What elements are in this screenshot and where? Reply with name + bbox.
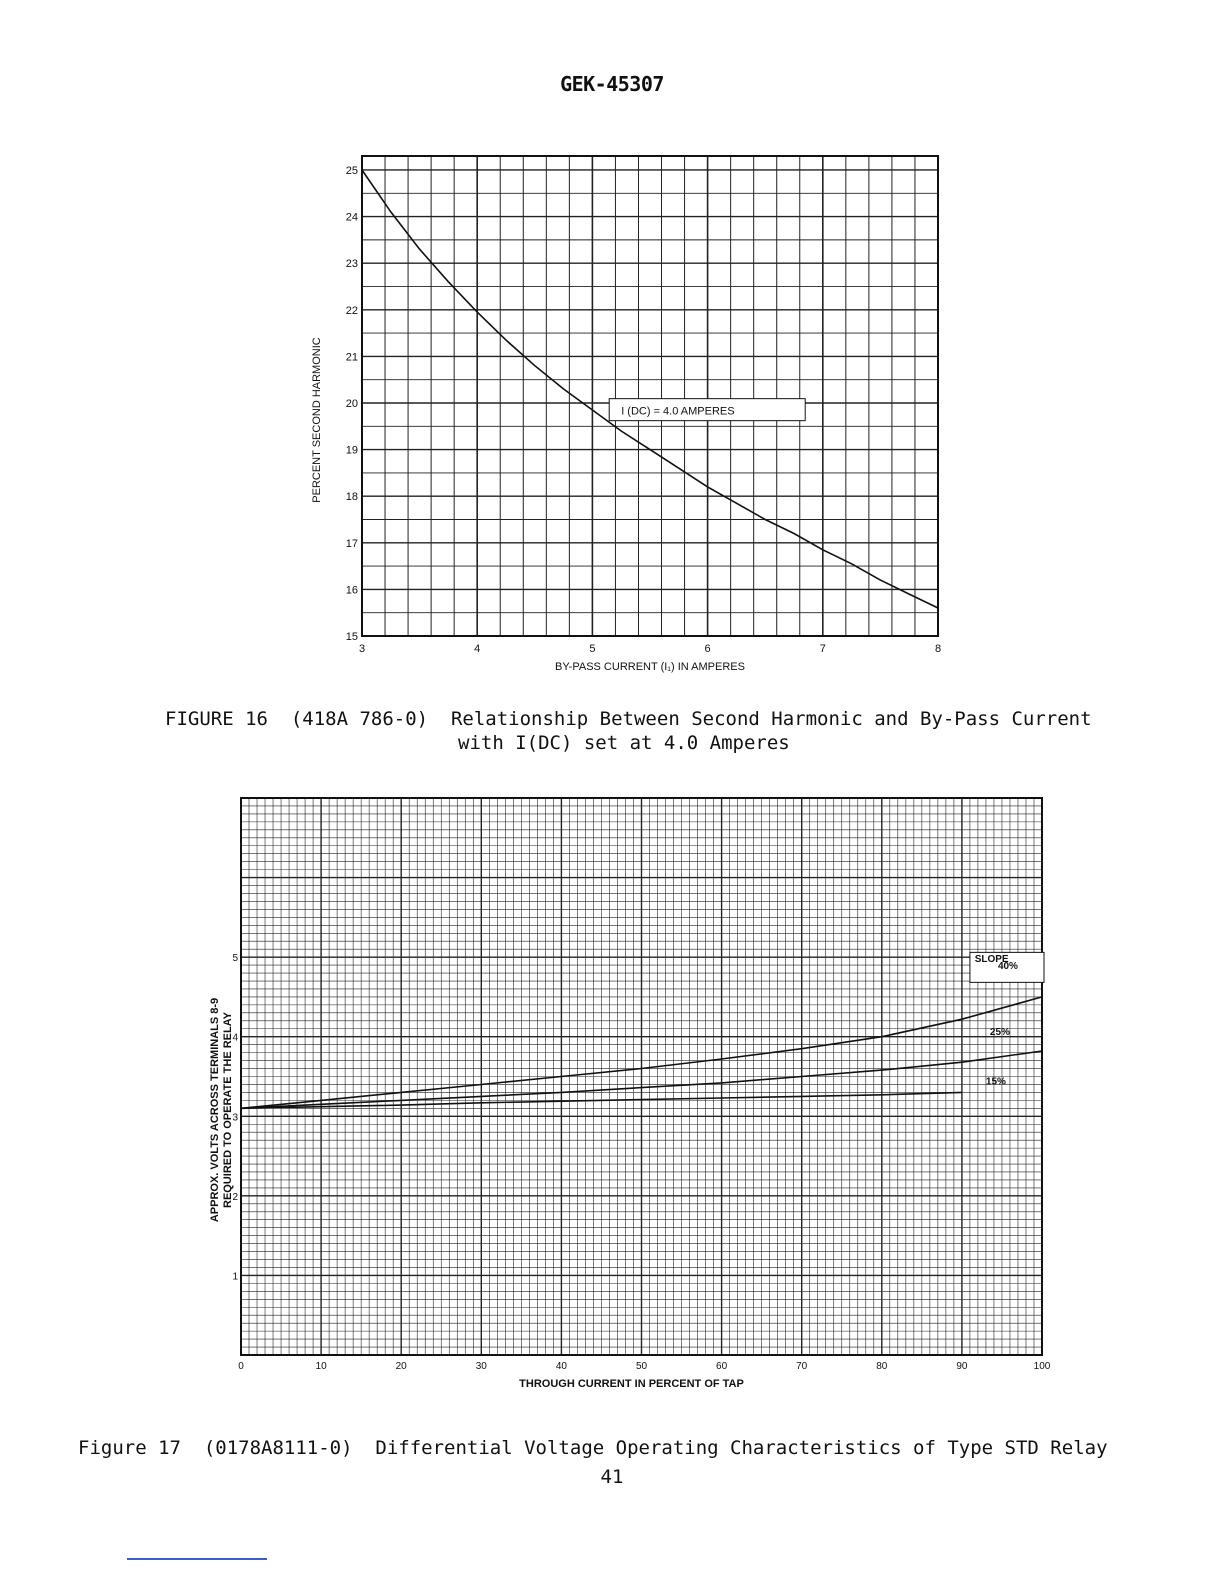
chart16-x-axis-label: BY-PASS CURRENT (I₁) IN AMPERES: [555, 661, 745, 673]
chart16-y-tick-label: 20: [345, 397, 358, 410]
chart17-grid: [241, 798, 1042, 1355]
chart17-y-tick-label: 2: [232, 1191, 238, 1203]
chart17-x-tick-label: 70: [796, 1361, 808, 1372]
chart16-x-tick-label: 5: [589, 643, 596, 655]
chart16-y-tick-label: 21: [345, 351, 358, 364]
chart17-y-tick-label: 5: [232, 953, 238, 965]
figure16-caption-line2: with I(DC) set at 4.0 Amperes: [458, 732, 790, 754]
chart16-y-tick-label: 22: [345, 304, 358, 317]
chart17-x-tick-label: 60: [716, 1361, 728, 1372]
chart17-x-tick-label: 90: [956, 1361, 968, 1372]
chart16-x-tick-label: 8: [934, 643, 942, 655]
chart17-x-axis-label: THROUGH CURRENT IN PERCENT OF TAP: [519, 1378, 744, 1390]
chart17-series-label: 40%: [997, 961, 1018, 973]
document-id-header: GEK-45307: [560, 72, 664, 96]
chart17-x-tick-label: 0: [238, 1361, 244, 1372]
chart16-y-tick-label: 25: [345, 164, 358, 177]
chart17-y-tick-label: 3: [232, 1112, 238, 1124]
chart16-x-tick-label: 3: [358, 643, 366, 655]
chart17-legend-title: SLOPE: [974, 953, 1009, 965]
chart17-x-tick-label: 80: [876, 1361, 888, 1372]
chart17-x-tick-label: 10: [315, 1361, 327, 1372]
chart17-x-tick-label: 20: [395, 1361, 407, 1372]
chart17-y-axis-label-line1: APPROX. VOLTS ACROSS TERMINALS 8-9: [209, 997, 221, 1223]
chart17-x-tick-label: 100: [1033, 1361, 1051, 1372]
chart16-annotation: I (DC) = 4.0 AMPERES: [621, 405, 735, 418]
chart16-y-tick-label: 17: [345, 537, 358, 550]
chart16-y-tick-label: 19: [345, 444, 358, 457]
chart16-y-tick-label: 18: [345, 491, 358, 504]
chart17-series-label: 15%: [985, 1076, 1006, 1088]
chart16-y-tick-label: 16: [345, 584, 358, 597]
chart17-x-tick-label: 50: [635, 1361, 648, 1372]
chart16-y-tick-label: 24: [345, 211, 358, 224]
chart16-x-tick-label: 6: [704, 643, 711, 655]
chart17-y-tick-label: 4: [232, 1032, 238, 1044]
chart16-y-tick-label: 15: [345, 631, 358, 643]
page-number: 41: [600, 1466, 624, 1488]
chart16-x-tick-label: 7: [819, 643, 826, 655]
chart17-y-axis-label-line2: REQUIRED TO OPERATE THE RELAY: [222, 1012, 234, 1208]
chart17-y-tick-label: 1: [232, 1271, 238, 1283]
chart16-y-axis-label: PERCENT SECOND HARMONIC: [311, 337, 323, 503]
chart17-x-tick-label: 40: [555, 1361, 567, 1372]
figure16-caption-line1: FIGURE 16 (418A 786-0) Relationship Between Second Harmonic and By-Pass Current: [165, 708, 1092, 730]
chart16-y-tick-label: 23: [345, 258, 358, 271]
footer-rule: [127, 1558, 267, 1560]
figure17-caption: Figure 17 (0178A8111-0) Differential Voltage Operating Characteristics of Type STD Relay: [78, 1437, 1108, 1459]
chart17-series-label: 25%: [989, 1027, 1010, 1039]
chart16-x-tick-label: 4: [474, 643, 481, 655]
chart17-x-tick-label: 30: [475, 1361, 487, 1372]
